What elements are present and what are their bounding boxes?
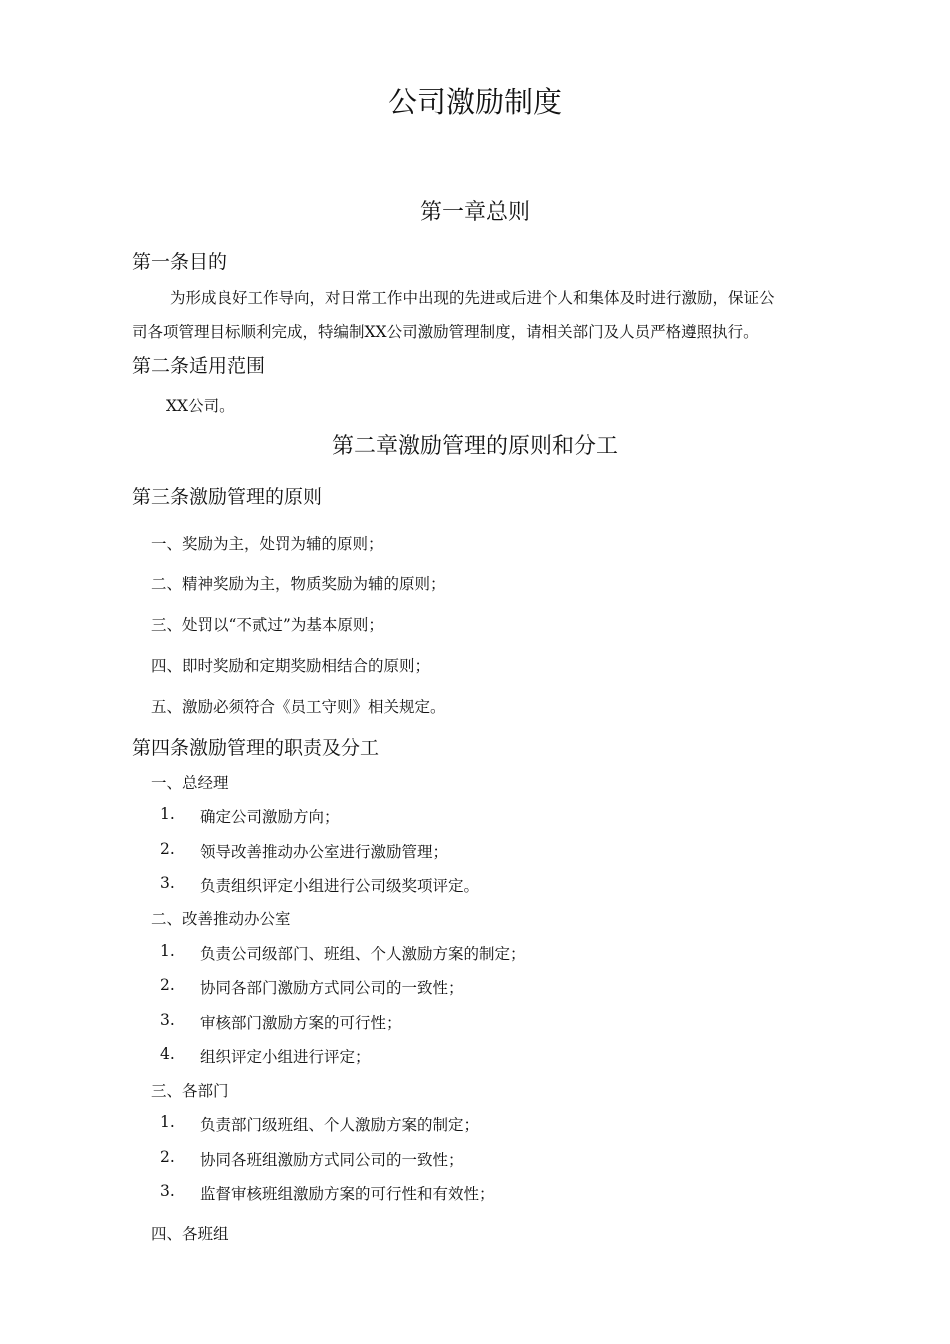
list-item-text: 负责组织评定小组进行公司级奖项评定。 xyxy=(200,877,480,895)
principle-item: 一、奖励为主，处罚为辅的原则； xyxy=(151,535,384,553)
list-item-number: 1. xyxy=(160,1113,175,1131)
list-item-number: 3. xyxy=(160,1182,175,1200)
list-item-text: 监督审核班组激励方案的可行性和有效性； xyxy=(200,1185,495,1203)
article-2-text: XX公司。 xyxy=(166,397,235,415)
article-1-heading: 第一条目的 xyxy=(132,251,228,273)
principle-item: 五、激励必须符合《员工守则》相关规定。 xyxy=(151,698,446,716)
section-heading-teams: 四、各班组 xyxy=(151,1225,229,1243)
list-item-text: 负责部门级班组、个人激励方案的制定； xyxy=(200,1116,480,1134)
list-item-text: 组织评定小组进行评定； xyxy=(200,1048,371,1066)
principle-item: 三、处罚以“不贰过”为基本原则； xyxy=(151,616,384,634)
document-title: 公司激励制度 xyxy=(387,85,562,119)
list-item-number: 2. xyxy=(160,976,175,994)
list-item-text: 确定公司激励方向； xyxy=(200,808,340,826)
list-item-number: 3. xyxy=(160,874,175,892)
list-item-number: 1. xyxy=(160,805,175,823)
chapter-1-heading: 第一章总则 xyxy=(419,200,530,225)
section-heading-general-manager: 一、总经理 xyxy=(151,774,229,792)
list-item-number: 2. xyxy=(160,840,175,858)
list-item-number: 1. xyxy=(160,942,175,960)
list-item-text: 负责公司级部门、班组、个人激励方案的制定； xyxy=(200,945,526,963)
list-item-number: 2. xyxy=(160,1148,175,1166)
list-item-text: 协同各部门激励方式同公司的一致性； xyxy=(200,979,464,997)
article-2-heading: 第二条适用范围 xyxy=(132,355,266,377)
section-heading-departments: 三、各部门 xyxy=(151,1082,229,1100)
principle-item: 四、即时奖励和定期奖励相结合的原则； xyxy=(151,657,431,675)
list-item-text: 审核部门激励方案的可行性； xyxy=(200,1014,402,1032)
list-item-number: 4. xyxy=(160,1045,175,1063)
list-item-number: 3. xyxy=(160,1011,175,1029)
list-item-text: 协同各班组激励方式同公司的一致性； xyxy=(200,1151,464,1169)
section-heading-improvement-office: 二、改善推动办公室 xyxy=(151,910,291,928)
article-4-heading: 第四条激励管理的职责及分工 xyxy=(132,737,380,759)
list-item-text: 领导改善推动办公室进行激励管理； xyxy=(200,843,449,861)
principle-item: 二、精神奖励为主，物质奖励为辅的原则； xyxy=(151,575,446,593)
article-1-text-line-1: 为形成良好工作导向，对日常工作中出现的先进或后进个人和集体及时进行激励，保证公 xyxy=(170,289,775,307)
article-3-heading: 第三条激励管理的原则 xyxy=(132,486,323,508)
chapter-2-heading: 第二章激励管理的原则和分工 xyxy=(331,434,618,459)
article-1-text-line-2: 司各项管理目标顺利完成，特编制XX公司激励管理制度，请相关部门及人员严格遵照执行。 xyxy=(132,323,759,341)
